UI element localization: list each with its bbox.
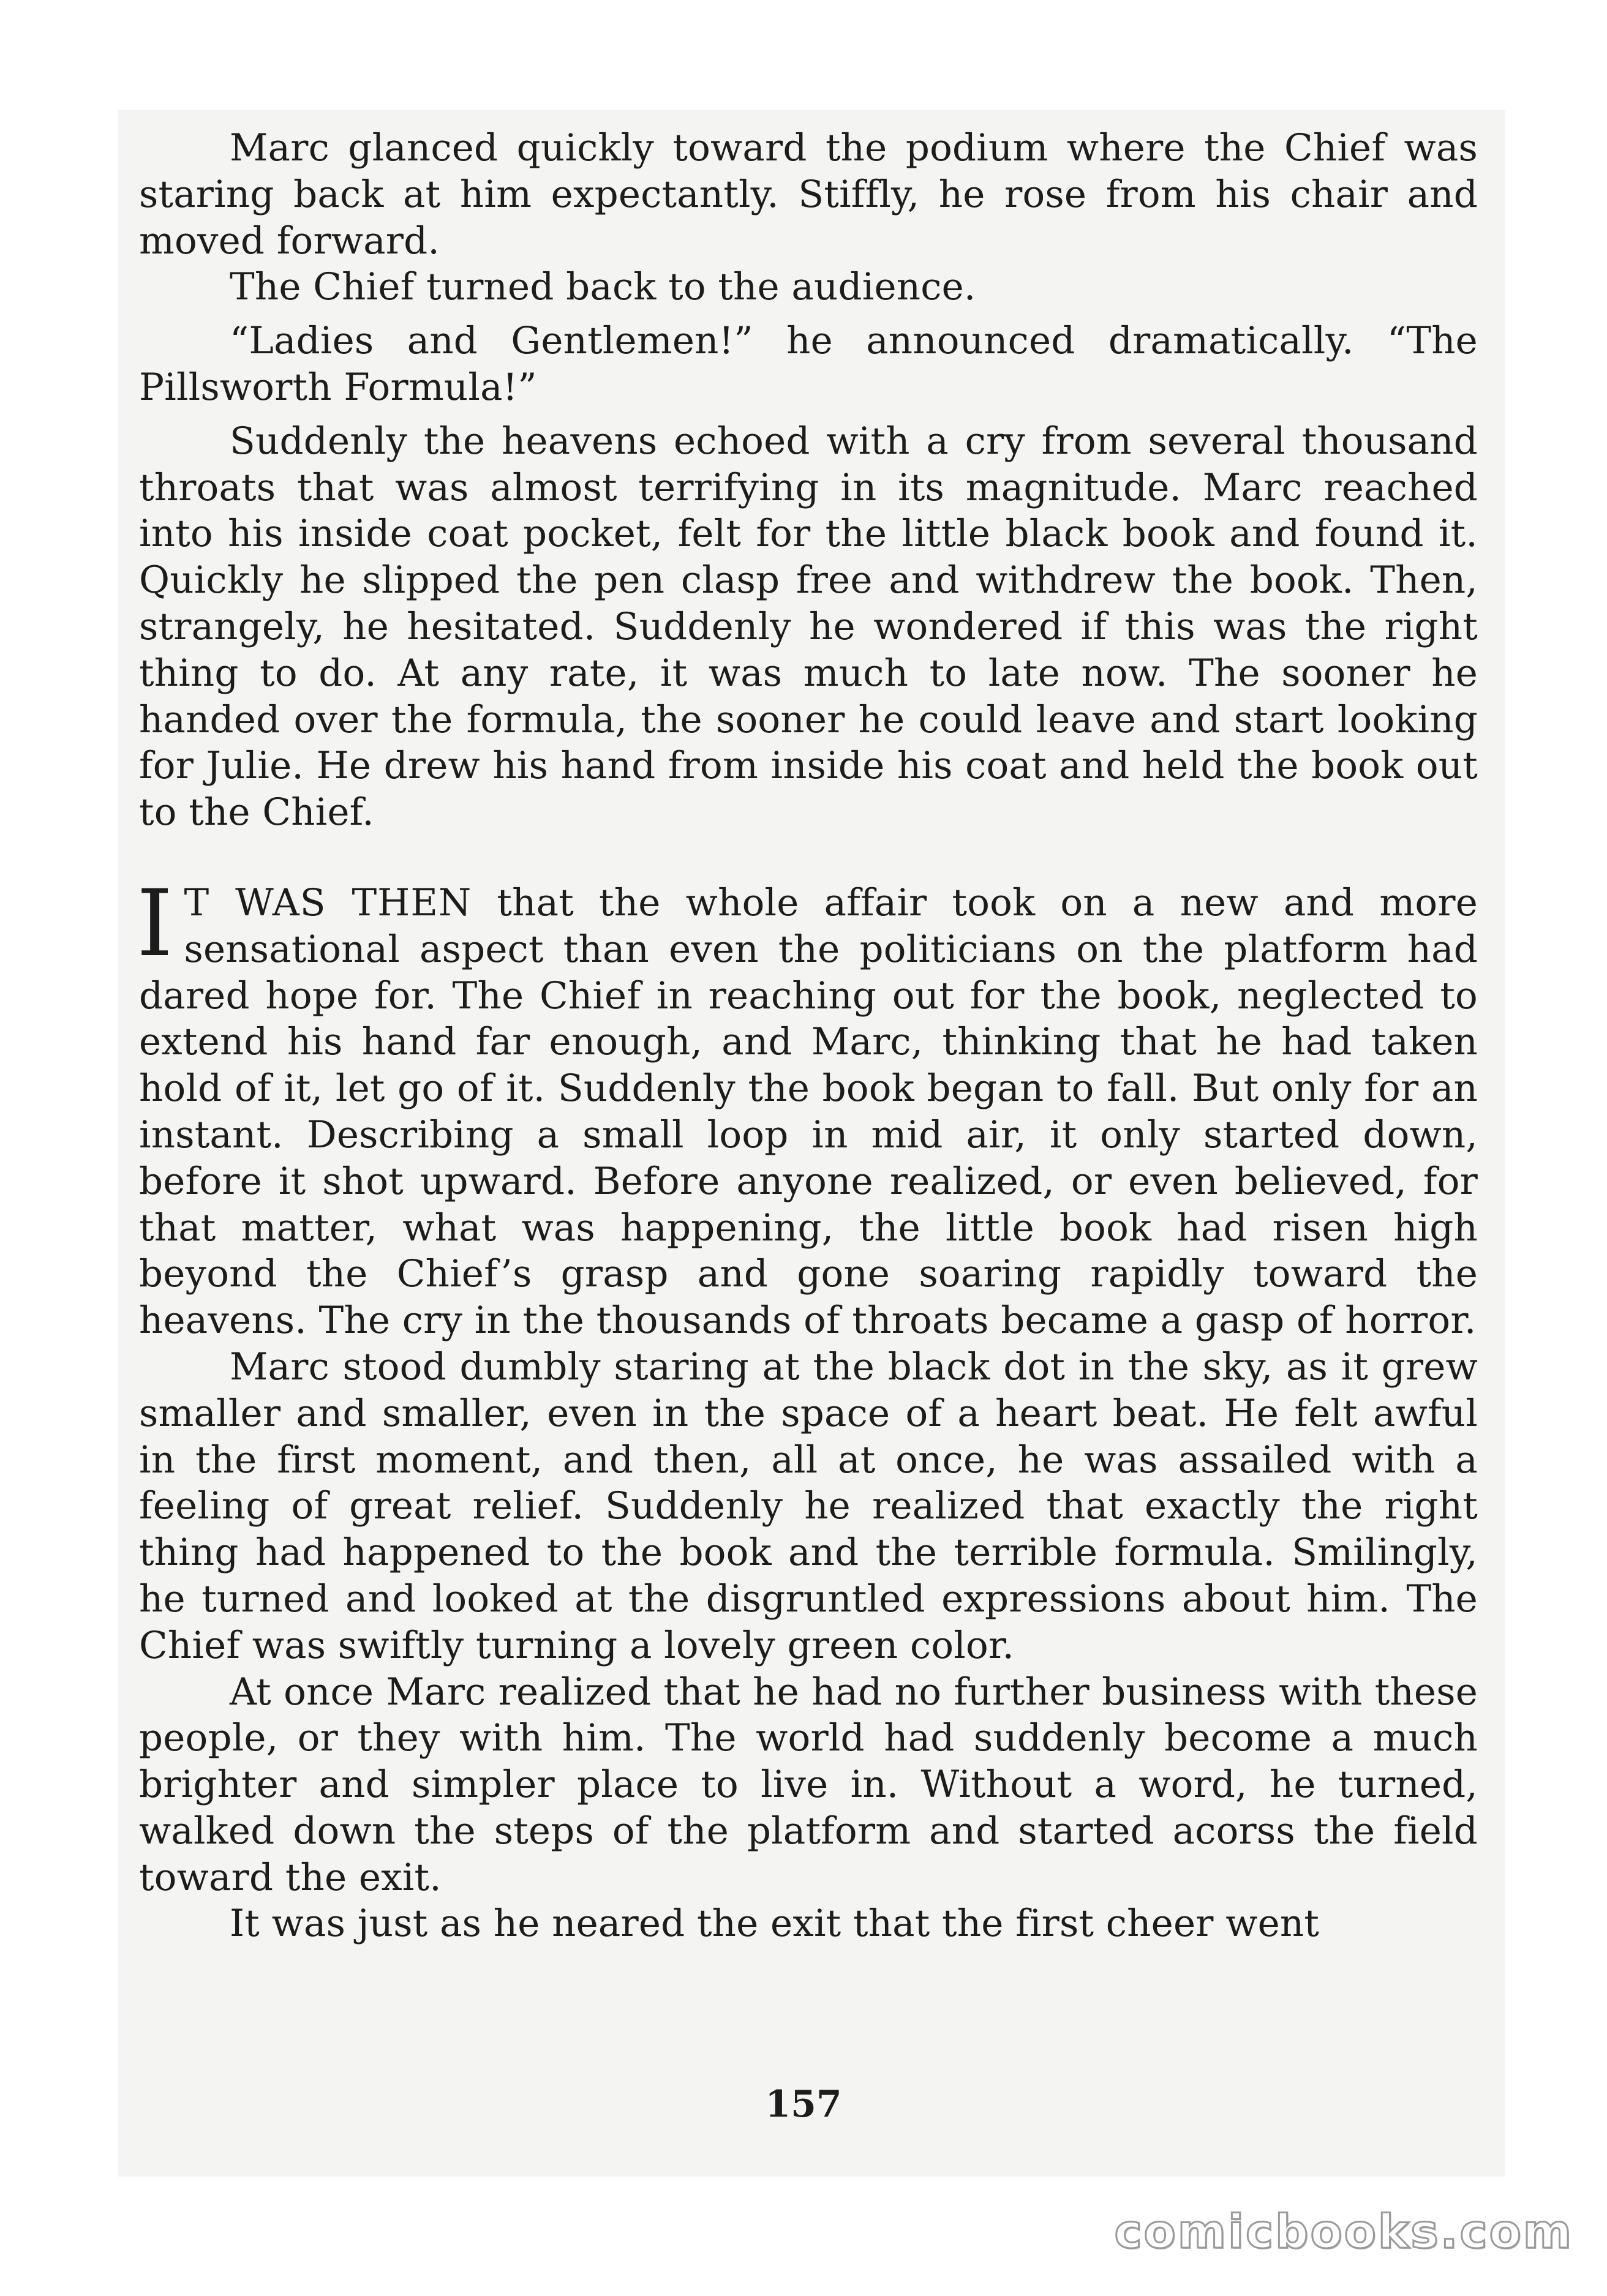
watermark-logo: comicbooks.com (1114, 2204, 1573, 2259)
drop-cap: I (137, 870, 173, 977)
section-opening-paragraph (137, 870, 1478, 1344)
paragraph: “Ladies and Gentlemen!” he announced dramatically. “The Pillsworth Formula!” (139, 319, 1478, 409)
paragraph: Marc glanced quickly toward the podium where the Chief was staring back at him expectantly. Stiffly, he rose from his chair and moved forward. (139, 126, 1478, 263)
lead-in-caps: T WAS THEN (184, 880, 472, 925)
paragraph: The Chief turned back to the audience. (230, 265, 976, 309)
body-text (139, 125, 1478, 1947)
paragraph-text: that the whole affair took on a new and more sensational aspect than even the politicians on the platform had dared hope for. The Chief in reaching out for the book, neglected to extend his hand far enough, and Marc, thinking that he had taken hold of it, let go of it. Suddenly the book began to fall. But only for an instant. Describing a small loop in mid air, it only started down, before it shot upward. Before anyone realized, or even believed, for that matter, what was happening, the little book had risen high beyond the Chief’s grasp and gone soaring rapidly toward the heavens. The cry in the thousands of throats became a gasp of horror. (139, 880, 1478, 1343)
paragraph: At once Marc realized that he had no further business with these people, or they with him. The world had suddenly become a much brighter and simpler place to live in. Without a word, he turned, walked down the steps of the platform and started acorss the field toward the exit. (139, 1670, 1478, 1899)
paragraph: Marc stood dumbly staring at the black dot in the sky, as it grew smaller and smaller, even in the space of a heart beat. He felt awful in the first moment, and then, all at once, he was assailed with a feeling of great relief. Suddenly he realized that exactly the right thing had happened to the book and the terrible formula. Smilingly, he turned and looked at the disgruntled expressions about him. The Chief was swiftly turning a lovely green color. (139, 1345, 1478, 1667)
page-number: 157 (765, 2083, 842, 2126)
paragraph: It was just as he neared the exit that the first cheer went (230, 1902, 1320, 1946)
paragraph: Suddenly the heavens echoed with a cry from several thousand throats that was almost terrifying in its magnitude. Marc reached into his inside coat pocket, felt for the little black book and found it. Quickly he slipped the pen clasp free and withdrew the book. Then, strangely, he hesitated. Suddenly he wondered if this was the right thing to do. At any rate, it was much to late now. The sooner he handed over the formula, the sooner he could leave and start looking for Julie. He drew his hand from inside his coat and held the book out to the Chief. (139, 419, 1478, 835)
